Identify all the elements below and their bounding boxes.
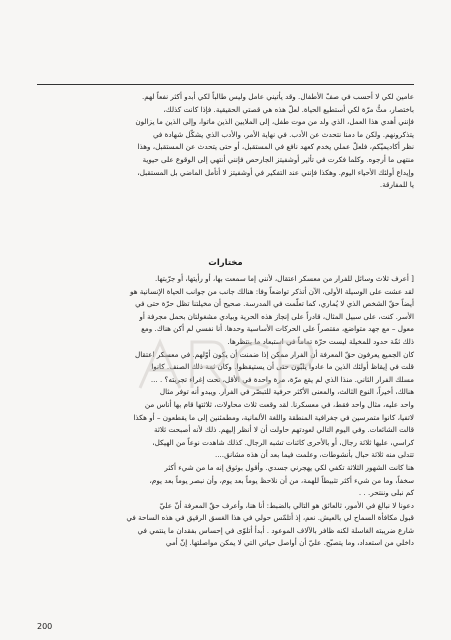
top-paragraph xyxy=(37,91,414,192)
text-line: وإيداع أولئك الأحياء اليوم. وهكذا فإنني عند التفكير في أوشفيتز لا أتأمل الماضي بل المستقبل، xyxy=(137,167,414,177)
text-line: قالت الشائعات. وفي اليوم التالي لعودتهم حاولت أن لا أنظر إليهم. ذلك لأنه أصبحت ثلاثة xyxy=(154,425,414,435)
text-line: عامين لكي لا أحسب في صفّ الأطفال. وقد يأتيني عامل وليس طالباً لكي أبدو أكثر نفعاً لهم. xyxy=(141,92,414,101)
text-line: هنا كانت الشهور الثلاثة تكفي لكي يهجرني جسدي. وأقول بوثوق إنه ما من شيء أكثر xyxy=(164,462,414,472)
text-line: ذلك ثمّة حدود للمخيلة ليست حرّة تماماً في استبعاد ما ينتظرها. xyxy=(227,336,414,346)
text-line: قلت في إيقاظ أولئك الذين ما عادوا يلبّون حتى أن يستيقظوا. وكان ثمة ذلك الصنف. كانوا xyxy=(151,362,414,372)
text-line: مسلك الفرار الثاني. منذا الذي لم يقع مرّة، مرة واحدة في الأقل، تحت إغراء تجربته؟ . ... xyxy=(150,374,414,384)
text-line: واحد عليه، مثال واحد فقط، في معسكرنا. لقد وقعت ثلاث محاولات، ثلاثتها قام بها أناس من xyxy=(144,399,414,409)
text-line: يا للمفارقة. xyxy=(379,180,414,190)
text-line: هنالك، أخيراً، النوع الثالث، والمعنى الأكثر حرفية للتبصّر في الفرار. ويبدو أنه توفر مثال xyxy=(159,387,414,397)
page-number: 200 xyxy=(37,622,53,631)
top-rule xyxy=(37,84,414,85)
text-line: نظر أكاديميّكم، فلعلّ عملي يخدم كعهد نافع في المستقبل، أو حتى يتحدث عن المستقبل، وهذا xyxy=(137,142,414,152)
text-line: قبول مكافأة السماح لي بالعيش. نعم، إذ أتلمّس حولي في هذا الغسق الرقيق في هذه الساحة في xyxy=(126,513,414,523)
text-line: باختصار، متُّ مرّة لكي أستطيع الحياة. لعلّ هذه هي قصتي الحقيقية. فإذا كانت كذلك، xyxy=(163,104,414,114)
text-line: [ أعرف ثلاث وسائل للفرار من معسكر اعتقال، لأنني إما سمعت بها، أو رأيتها، أو جرّبتها. xyxy=(155,274,414,283)
text-line: تتدلى منه ثلاثة حبال بأنشوطات، وعلمت فيما بعد أن هذه مشانق.... xyxy=(214,450,414,460)
text-line: فإنني أهدي هذا العمل، الذي ولد من موت طفل، إلى الملايين الذين ماتوا، وإلى الذين ما يزالون xyxy=(135,117,414,127)
text-line: لاتفيا، كانوا متمرسين في جغرافية المنطقة واللغة الألمانية، ومطمئنين إلى ما يقطعون – أو هكذا xyxy=(133,412,414,422)
text-line: الأسر. كنت، على سبيل المثال، قادراً على إنجاز هذه الحرية وبيادي مشغولتان بحمل مجرفة أو xyxy=(139,311,414,321)
text-line: كم نبلى وننتحر. . . xyxy=(358,488,414,498)
text-line: داخلي من استعداد، وما يتصبّح. عليّ أن أواصل حياتي التي لا يمكن مواصلتها. إنّ أمي xyxy=(165,538,414,548)
text-line: منتهى ما أرجوه. وكلما فكرت في تأثير أوشفيتز الجارحص فإنني أنتهي إلى الوقوع على حيوية xyxy=(142,154,414,164)
text-line: كراسي، عليها ثلاثة رجال، أو بالأحرى كائنات تشبه الرجال. كذلك شاهدت نوعاً من الهيكل، xyxy=(152,437,414,447)
text-line: سخفاً، وما من شيء أكثر تثبيطاً للهمة، من أن نلاحظ يوماً بعد يوم، وأن نبصر يوماً بعد يوم، xyxy=(149,475,414,485)
text-line: معول – مع جهد متواضع، مقتصراً على الحركات الأساسية وحدها. أنا نفسي لم أكن هناك. ومع xyxy=(141,324,414,334)
text-line: شارع ضريبته الغاسلة لكنه ظافر بالآلاف الموعود . أبدأ أتلوّى في إحساس بفقدان ما ينتمي في xyxy=(137,525,414,535)
text-line: كان الجميع يعرفون حقّ المعرفة أن الفرار ممكن إذا ضمنت أن يكون أوّلهم. في معسكر اعتقال xyxy=(134,349,414,359)
text-line: يتذكرونهم. ولكن ما دمنا نتحدث عن الأدب. في نهاية الأمر، والأدب الذي يشكّل شهادة في xyxy=(152,129,414,139)
text-line: لقد عشت على الوسيلة الأولى، الآن أتذكر تواضعاً وفا: هنالك جانب من جوانب الحياة الإنسانية هو xyxy=(130,286,414,296)
text-line: أيضاً حقّ الشخص الذي لا يُماري، كما تعلّمت في المدرسة. صحيح أن مخيلتنا تظل حرّة حتى في xyxy=(135,299,414,309)
section-title: مختارات xyxy=(208,258,243,268)
body-text xyxy=(37,273,414,550)
text-line: دعونا لا نبالغ في الأمور، ثالعائق هو التالي بالضبط: أنا هنا، وأعرف حقّ المعرفة أنّ عليّ xyxy=(159,500,414,510)
